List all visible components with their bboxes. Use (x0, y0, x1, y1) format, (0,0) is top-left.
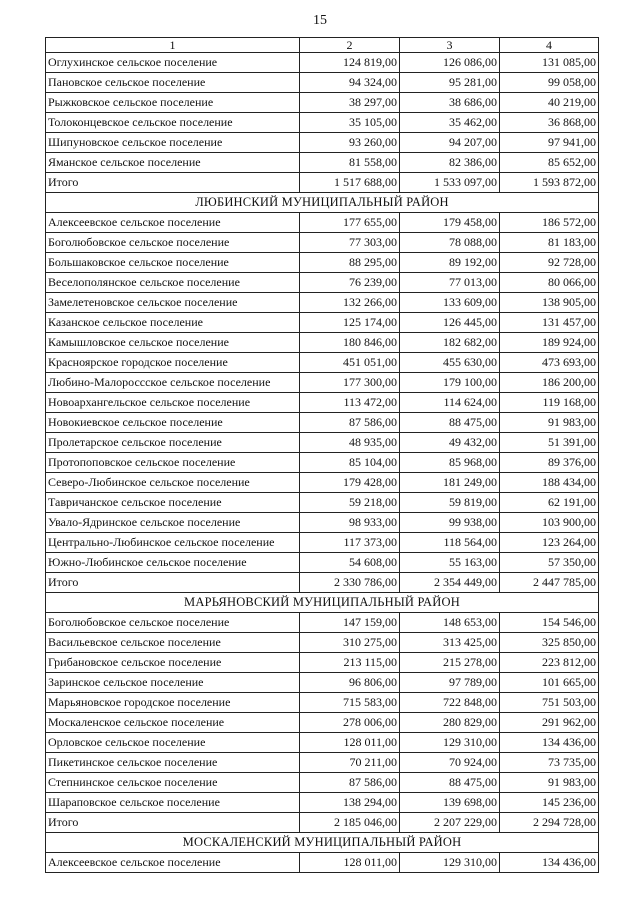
table-body (46, 53, 599, 873)
page-number: 15 (313, 13, 327, 28)
amount-cell: 181 249,00 (400, 473, 500, 493)
table-row (46, 473, 599, 493)
amount-cell: 91 983,00 (500, 773, 599, 793)
table-row (46, 773, 599, 793)
amount-cell: 88 475,00 (400, 773, 500, 793)
amount-cell: 82 386,00 (400, 153, 500, 173)
amount-cell: 124 819,00 (300, 53, 400, 73)
amount-cell: 87 586,00 (300, 413, 400, 433)
amount-cell: 76 239,00 (300, 273, 400, 293)
amount-cell: 132 266,00 (300, 293, 400, 313)
settlement-name-cell: Степнинское сельское поселение (46, 773, 300, 793)
amount-cell: 280 829,00 (400, 713, 500, 733)
amount-cell: 103 900,00 (500, 513, 599, 533)
amount-cell: 78 088,00 (400, 233, 500, 253)
amount-cell: 55 163,00 (400, 553, 500, 573)
amount-cell: 57 350,00 (500, 553, 599, 573)
amount-cell: 129 310,00 (400, 853, 500, 873)
amount-cell: 85 652,00 (500, 153, 599, 173)
table-row (46, 693, 599, 713)
settlement-name-cell: Алексеевское сельское поселение (46, 213, 300, 233)
district-header-row (46, 833, 599, 853)
district-title: МАРЬЯНОВСКИЙ МУНИЦИПАЛЬНЫЙ РАЙОН (46, 593, 599, 613)
amount-cell: 154 546,00 (500, 613, 599, 633)
amount-cell: 128 011,00 (300, 733, 400, 753)
amount-cell: 715 583,00 (300, 693, 400, 713)
settlement-name-cell: Васильевское сельское поселение (46, 633, 300, 653)
settlement-name-cell: Пролетарское сельское поселение (46, 433, 300, 453)
settlement-name-cell: Замелетеновское сельское поселение (46, 293, 300, 313)
amount-cell: 62 191,00 (500, 493, 599, 513)
table-row (46, 273, 599, 293)
amount-cell: 77 303,00 (300, 233, 400, 253)
amount-cell: 114 624,00 (400, 393, 500, 413)
amount-cell: 278 006,00 (300, 713, 400, 733)
amount-cell: 94 324,00 (300, 73, 400, 93)
amount-cell: 182 682,00 (400, 333, 500, 353)
settlement-name-cell: Новокиевское сельское поселение (46, 413, 300, 433)
amount-cell: 310 275,00 (300, 633, 400, 653)
table-row (46, 493, 599, 513)
amount-cell: 473 693,00 (500, 353, 599, 373)
amount-cell: 91 983,00 (500, 413, 599, 433)
settlement-name-cell: Шараповское сельское поселение (46, 793, 300, 813)
amount-cell: 119 168,00 (500, 393, 599, 413)
amount-cell: 128 011,00 (300, 853, 400, 873)
amount-cell: 451 051,00 (300, 353, 400, 373)
settlement-name-cell: Итого (46, 573, 300, 593)
column-number: 3 (400, 38, 500, 53)
amount-cell: 148 653,00 (400, 613, 500, 633)
settlement-name-cell: Заринское сельское поселение (46, 673, 300, 693)
amount-cell: 2 330 786,00 (300, 573, 400, 593)
amount-cell: 188 434,00 (500, 473, 599, 493)
amount-cell: 313 425,00 (400, 633, 500, 653)
table-row (46, 673, 599, 693)
amount-cell: 147 159,00 (300, 613, 400, 633)
amount-cell: 77 013,00 (400, 273, 500, 293)
table-row (46, 793, 599, 813)
amount-cell: 59 218,00 (300, 493, 400, 513)
amount-cell: 38 297,00 (300, 93, 400, 113)
table-row (46, 213, 599, 233)
amount-cell: 80 066,00 (500, 273, 599, 293)
amount-cell: 325 850,00 (500, 633, 599, 653)
district-header-row (46, 593, 599, 613)
amount-cell: 223 812,00 (500, 653, 599, 673)
settlement-name-cell: Толоконцевское сельское поселение (46, 113, 300, 133)
amount-cell: 49 432,00 (400, 433, 500, 453)
budget-table (45, 37, 599, 873)
amount-cell: 92 728,00 (500, 253, 599, 273)
amount-cell: 455 630,00 (400, 353, 500, 373)
table-row (46, 433, 599, 453)
table-row (46, 73, 599, 93)
table-row (46, 713, 599, 733)
amount-cell: 97 941,00 (500, 133, 599, 153)
table-row (46, 133, 599, 153)
amount-cell: 113 472,00 (300, 393, 400, 413)
district-title: ЛЮБИНСКИЙ МУНИЦИПАЛЬНЫЙ РАЙОН (46, 193, 599, 213)
table-row (46, 453, 599, 473)
amount-cell: 96 806,00 (300, 673, 400, 693)
table-row (46, 313, 599, 333)
amount-cell: 81 183,00 (500, 233, 599, 253)
table-row (46, 293, 599, 313)
amount-cell: 97 789,00 (400, 673, 500, 693)
amount-cell: 85 968,00 (400, 453, 500, 473)
settlement-name-cell: Тавричанское сельское поселение (46, 493, 300, 513)
settlement-name-cell: Алексеевское сельское поселение (46, 853, 300, 873)
amount-cell: 138 294,00 (300, 793, 400, 813)
table-row (46, 513, 599, 533)
amount-cell: 38 686,00 (400, 93, 500, 113)
table-row (46, 733, 599, 753)
amount-cell: 1 533 097,00 (400, 173, 500, 193)
amount-cell: 751 503,00 (500, 693, 599, 713)
amount-cell: 35 462,00 (400, 113, 500, 133)
table-row (46, 113, 599, 133)
amount-cell: 213 115,00 (300, 653, 400, 673)
amount-cell: 177 300,00 (300, 373, 400, 393)
amount-cell: 59 819,00 (400, 493, 500, 513)
amount-cell: 48 935,00 (300, 433, 400, 453)
amount-cell: 179 100,00 (400, 373, 500, 393)
amount-cell: 40 219,00 (500, 93, 599, 113)
amount-cell: 186 572,00 (500, 213, 599, 233)
settlement-name-cell: Пановское сельское поселение (46, 73, 300, 93)
settlement-name-cell: Грибановское сельское поселение (46, 653, 300, 673)
amount-cell: 134 436,00 (500, 853, 599, 873)
settlement-name-cell: Шипуновское сельское поселение (46, 133, 300, 153)
amount-cell: 186 200,00 (500, 373, 599, 393)
amount-cell: 139 698,00 (400, 793, 500, 813)
amount-cell: 98 933,00 (300, 513, 400, 533)
amount-cell: 2 185 046,00 (300, 813, 400, 833)
settlement-name-cell: Южно-Любинское сельское поселение (46, 553, 300, 573)
table-row (46, 413, 599, 433)
amount-cell: 179 458,00 (400, 213, 500, 233)
amount-cell: 88 295,00 (300, 253, 400, 273)
amount-cell: 291 962,00 (500, 713, 599, 733)
amount-cell: 36 868,00 (500, 113, 599, 133)
table-row (46, 853, 599, 873)
amount-cell: 95 281,00 (400, 73, 500, 93)
settlement-name-cell: Увало-Ядринское сельское поселение (46, 513, 300, 533)
amount-cell: 131 457,00 (500, 313, 599, 333)
amount-cell: 93 260,00 (300, 133, 400, 153)
amount-cell: 118 564,00 (400, 533, 500, 553)
settlement-name-cell: Яманское сельское поселение (46, 153, 300, 173)
settlement-name-cell: Красноярское городское поселение (46, 353, 300, 373)
settlement-name-cell: Орловское сельское поселение (46, 733, 300, 753)
settlement-name-cell: Камышловское сельское поселение (46, 333, 300, 353)
table-row (46, 653, 599, 673)
amount-cell: 70 211,00 (300, 753, 400, 773)
amount-cell: 51 391,00 (500, 433, 599, 453)
table-row (46, 153, 599, 173)
amount-cell: 117 373,00 (300, 533, 400, 553)
amount-cell: 145 236,00 (500, 793, 599, 813)
amount-cell: 70 924,00 (400, 753, 500, 773)
table-row (46, 53, 599, 73)
amount-cell: 54 608,00 (300, 553, 400, 573)
amount-cell: 133 609,00 (400, 293, 500, 313)
settlement-name-cell: Северо-Любинское сельское поселение (46, 473, 300, 493)
amount-cell: 125 174,00 (300, 313, 400, 333)
table-row (46, 233, 599, 253)
settlement-name-cell: Марьяновское городское поселение (46, 693, 300, 713)
table-row (46, 633, 599, 653)
column-number: 1 (46, 38, 300, 53)
amount-cell: 134 436,00 (500, 733, 599, 753)
amount-cell: 1 593 872,00 (500, 173, 599, 193)
amount-cell: 99 938,00 (400, 513, 500, 533)
amount-cell: 2 207 229,00 (400, 813, 500, 833)
amount-cell: 89 376,00 (500, 453, 599, 473)
amount-cell: 126 086,00 (400, 53, 500, 73)
total-row (46, 173, 599, 193)
amount-cell: 123 264,00 (500, 533, 599, 553)
settlement-name-cell: Любино-Малороссское сельское поселение (46, 373, 300, 393)
district-title: МОСКАЛЕНСКИЙ МУНИЦИПАЛЬНЫЙ РАЙОН (46, 833, 599, 853)
amount-cell: 94 207,00 (400, 133, 500, 153)
settlement-name-cell: Москаленское сельское поселение (46, 713, 300, 733)
amount-cell: 89 192,00 (400, 253, 500, 273)
amount-cell: 215 278,00 (400, 653, 500, 673)
amount-cell: 1 517 688,00 (300, 173, 400, 193)
amount-cell: 87 586,00 (300, 773, 400, 793)
table-row (46, 753, 599, 773)
table-row (46, 533, 599, 553)
total-row (46, 813, 599, 833)
settlement-name-cell: Новоархангельское сельское поселение (46, 393, 300, 413)
table-row (46, 333, 599, 353)
amount-cell: 131 085,00 (500, 53, 599, 73)
amount-cell: 99 058,00 (500, 73, 599, 93)
amount-cell: 2 294 728,00 (500, 813, 599, 833)
table-row (46, 553, 599, 573)
amount-cell: 35 105,00 (300, 113, 400, 133)
amount-cell: 81 558,00 (300, 153, 400, 173)
amount-cell: 2 354 449,00 (400, 573, 500, 593)
amount-cell: 2 447 785,00 (500, 573, 599, 593)
total-row (46, 573, 599, 593)
amount-cell: 179 428,00 (300, 473, 400, 493)
amount-cell: 73 735,00 (500, 753, 599, 773)
amount-cell: 722 848,00 (400, 693, 500, 713)
column-number-row (46, 38, 599, 53)
settlement-name-cell: Боголюбовское сельское поселение (46, 613, 300, 633)
settlement-name-cell: Оглухинское сельское поселение (46, 53, 300, 73)
amount-cell: 177 655,00 (300, 213, 400, 233)
table-row (46, 393, 599, 413)
settlement-name-cell: Веселополянское сельское поселение (46, 273, 300, 293)
amount-cell: 88 475,00 (400, 413, 500, 433)
table-row (46, 373, 599, 393)
table-row (46, 353, 599, 373)
settlement-name-cell: Большаковское сельское поселение (46, 253, 300, 273)
settlement-name-cell: Итого (46, 813, 300, 833)
amount-cell: 189 924,00 (500, 333, 599, 353)
column-number: 4 (500, 38, 599, 53)
settlement-name-cell: Рыжковское сельское поселение (46, 93, 300, 113)
amount-cell: 126 445,00 (400, 313, 500, 333)
settlement-name-cell: Боголюбовское сельское поселение (46, 233, 300, 253)
amount-cell: 85 104,00 (300, 453, 400, 473)
table-row (46, 93, 599, 113)
settlement-name-cell: Итого (46, 173, 300, 193)
column-number: 2 (300, 38, 400, 53)
amount-cell: 101 665,00 (500, 673, 599, 693)
district-header-row (46, 193, 599, 213)
amount-cell: 138 905,00 (500, 293, 599, 313)
table-row (46, 613, 599, 633)
settlement-name-cell: Казанское сельское поселение (46, 313, 300, 333)
settlement-name-cell: Протопоповское сельское поселение (46, 453, 300, 473)
amount-cell: 129 310,00 (400, 733, 500, 753)
amount-cell: 180 846,00 (300, 333, 400, 353)
table-row (46, 253, 599, 273)
settlement-name-cell: Пикетинское сельское поселение (46, 753, 300, 773)
settlement-name-cell: Центрально-Любинское сельское поселение (46, 533, 300, 553)
